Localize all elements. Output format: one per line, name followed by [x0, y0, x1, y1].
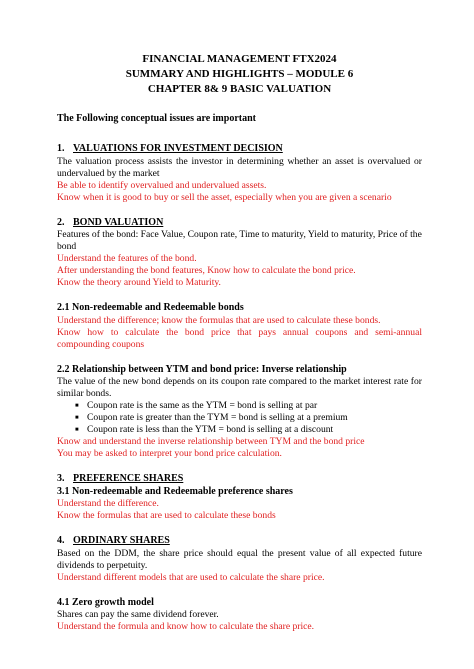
body-text: Features of the bond: Face Value, Coupon rate, Time to maturity, Yield to maturity, Price of the bond — [57, 229, 422, 252]
body-text: Shares can pay the same dividend forever. — [57, 609, 219, 620]
highlight-text: Understand the features of the bond. — [57, 253, 197, 264]
highlight-text: Understand the formula and know how to calculate the share price. — [57, 621, 315, 632]
section-number: 4. — [57, 535, 65, 546]
section-heading — [57, 473, 422, 486]
bullet-list — [57, 400, 422, 436]
intro-text: The Following conceptual issues are important — [57, 113, 256, 124]
section-number: 3. — [57, 473, 65, 484]
section-number: 2. — [57, 216, 65, 228]
body-text: The value of the new bond depends on its coupon rate compared to the market interest rate for similar bonds. — [57, 376, 422, 399]
highlight-text: You may be asked to interpret your bond price calculation. — [57, 448, 282, 459]
highlight-text: After understanding the bond features, Know how to calculate the bond price. — [57, 265, 356, 276]
subsection-heading: 4.1 Zero growth model — [57, 596, 154, 608]
section-ytm-relationship — [57, 364, 422, 461]
list-item: ■ Coupon rate is greater than the TYM = bond is selling at a premium — [87, 412, 422, 424]
highlight-text: Know the theory around Yield to Maturity. — [57, 277, 221, 288]
section-bond-valuation — [57, 217, 422, 290]
title-line-3: CHAPTER 8& 9 BASIC VALUATION — [147, 83, 332, 95]
title-line-2: SUMMARY AND HIGHLIGHTS – MODULE 6 — [125, 68, 354, 80]
body-text: Based on the DDM, the share price should equal the present value of all expected future dividends to perpetuity. — [57, 547, 422, 571]
section-ordinary-shares — [57, 535, 422, 584]
highlight-text: Understand different models that are used to calculate the share price. — [57, 571, 325, 583]
highlight-text: Be able to identify overvalued and undervalued assets. — [57, 179, 267, 191]
title-line-1: FINANCIAL MANAGEMENT FTX2024 — [142, 53, 337, 65]
highlight-text: Know and understand the inverse relationship between TYM and the bond price — [57, 436, 365, 447]
highlight-text: Know when it is good to buy or sell the asset, especially when you are given a scenario — [57, 191, 392, 203]
section-heading — [57, 217, 422, 230]
section-title: ORDINARY SHARES — [73, 535, 170, 546]
highlight-text: Understand the difference. — [57, 498, 159, 509]
section-title: PREFERENCE SHARES — [73, 473, 184, 484]
highlight-text: Understand the difference; know the formulas that are used to calculate these bonds. — [57, 314, 381, 326]
section-preference-shares — [57, 473, 422, 522]
list-item: ■ Coupon rate is less than the YTM = bond is selling at a discount — [87, 424, 422, 436]
list-item: ■ Coupon rate is the same as the YTM = bond is selling at par — [87, 400, 422, 412]
highlight-text: Know how to calculate the bond price that pays annual coupons and semi-annual compounding coupons — [57, 326, 422, 350]
section-non-redeemable-bonds — [57, 302, 422, 351]
body-text: The valuation process assists the investor in determining whether an asset is overvalued or undervalued by the market — [57, 155, 422, 179]
section-number: 1. — [57, 143, 65, 154]
section-title: BOND VALUATION — [73, 216, 164, 228]
section-zero-growth — [57, 597, 422, 634]
subsection-heading: 3.1 Non-redeemable and Redeemable preference shares — [57, 485, 293, 497]
subsection-heading: 2.1 Non-redeemable and Redeemable bonds — [57, 302, 244, 313]
subsection-heading: 2.2 Relationship between YTM and bond price: Inverse relationship — [57, 363, 347, 375]
section-valuations — [57, 143, 422, 204]
highlight-text: Know the formulas that are used to calculate these bonds — [57, 510, 276, 521]
section-heading — [57, 143, 422, 156]
section-title: VALUATIONS FOR INVESTMENT DECISION — [73, 143, 283, 154]
document-title — [57, 52, 422, 97]
section-heading — [57, 535, 422, 548]
